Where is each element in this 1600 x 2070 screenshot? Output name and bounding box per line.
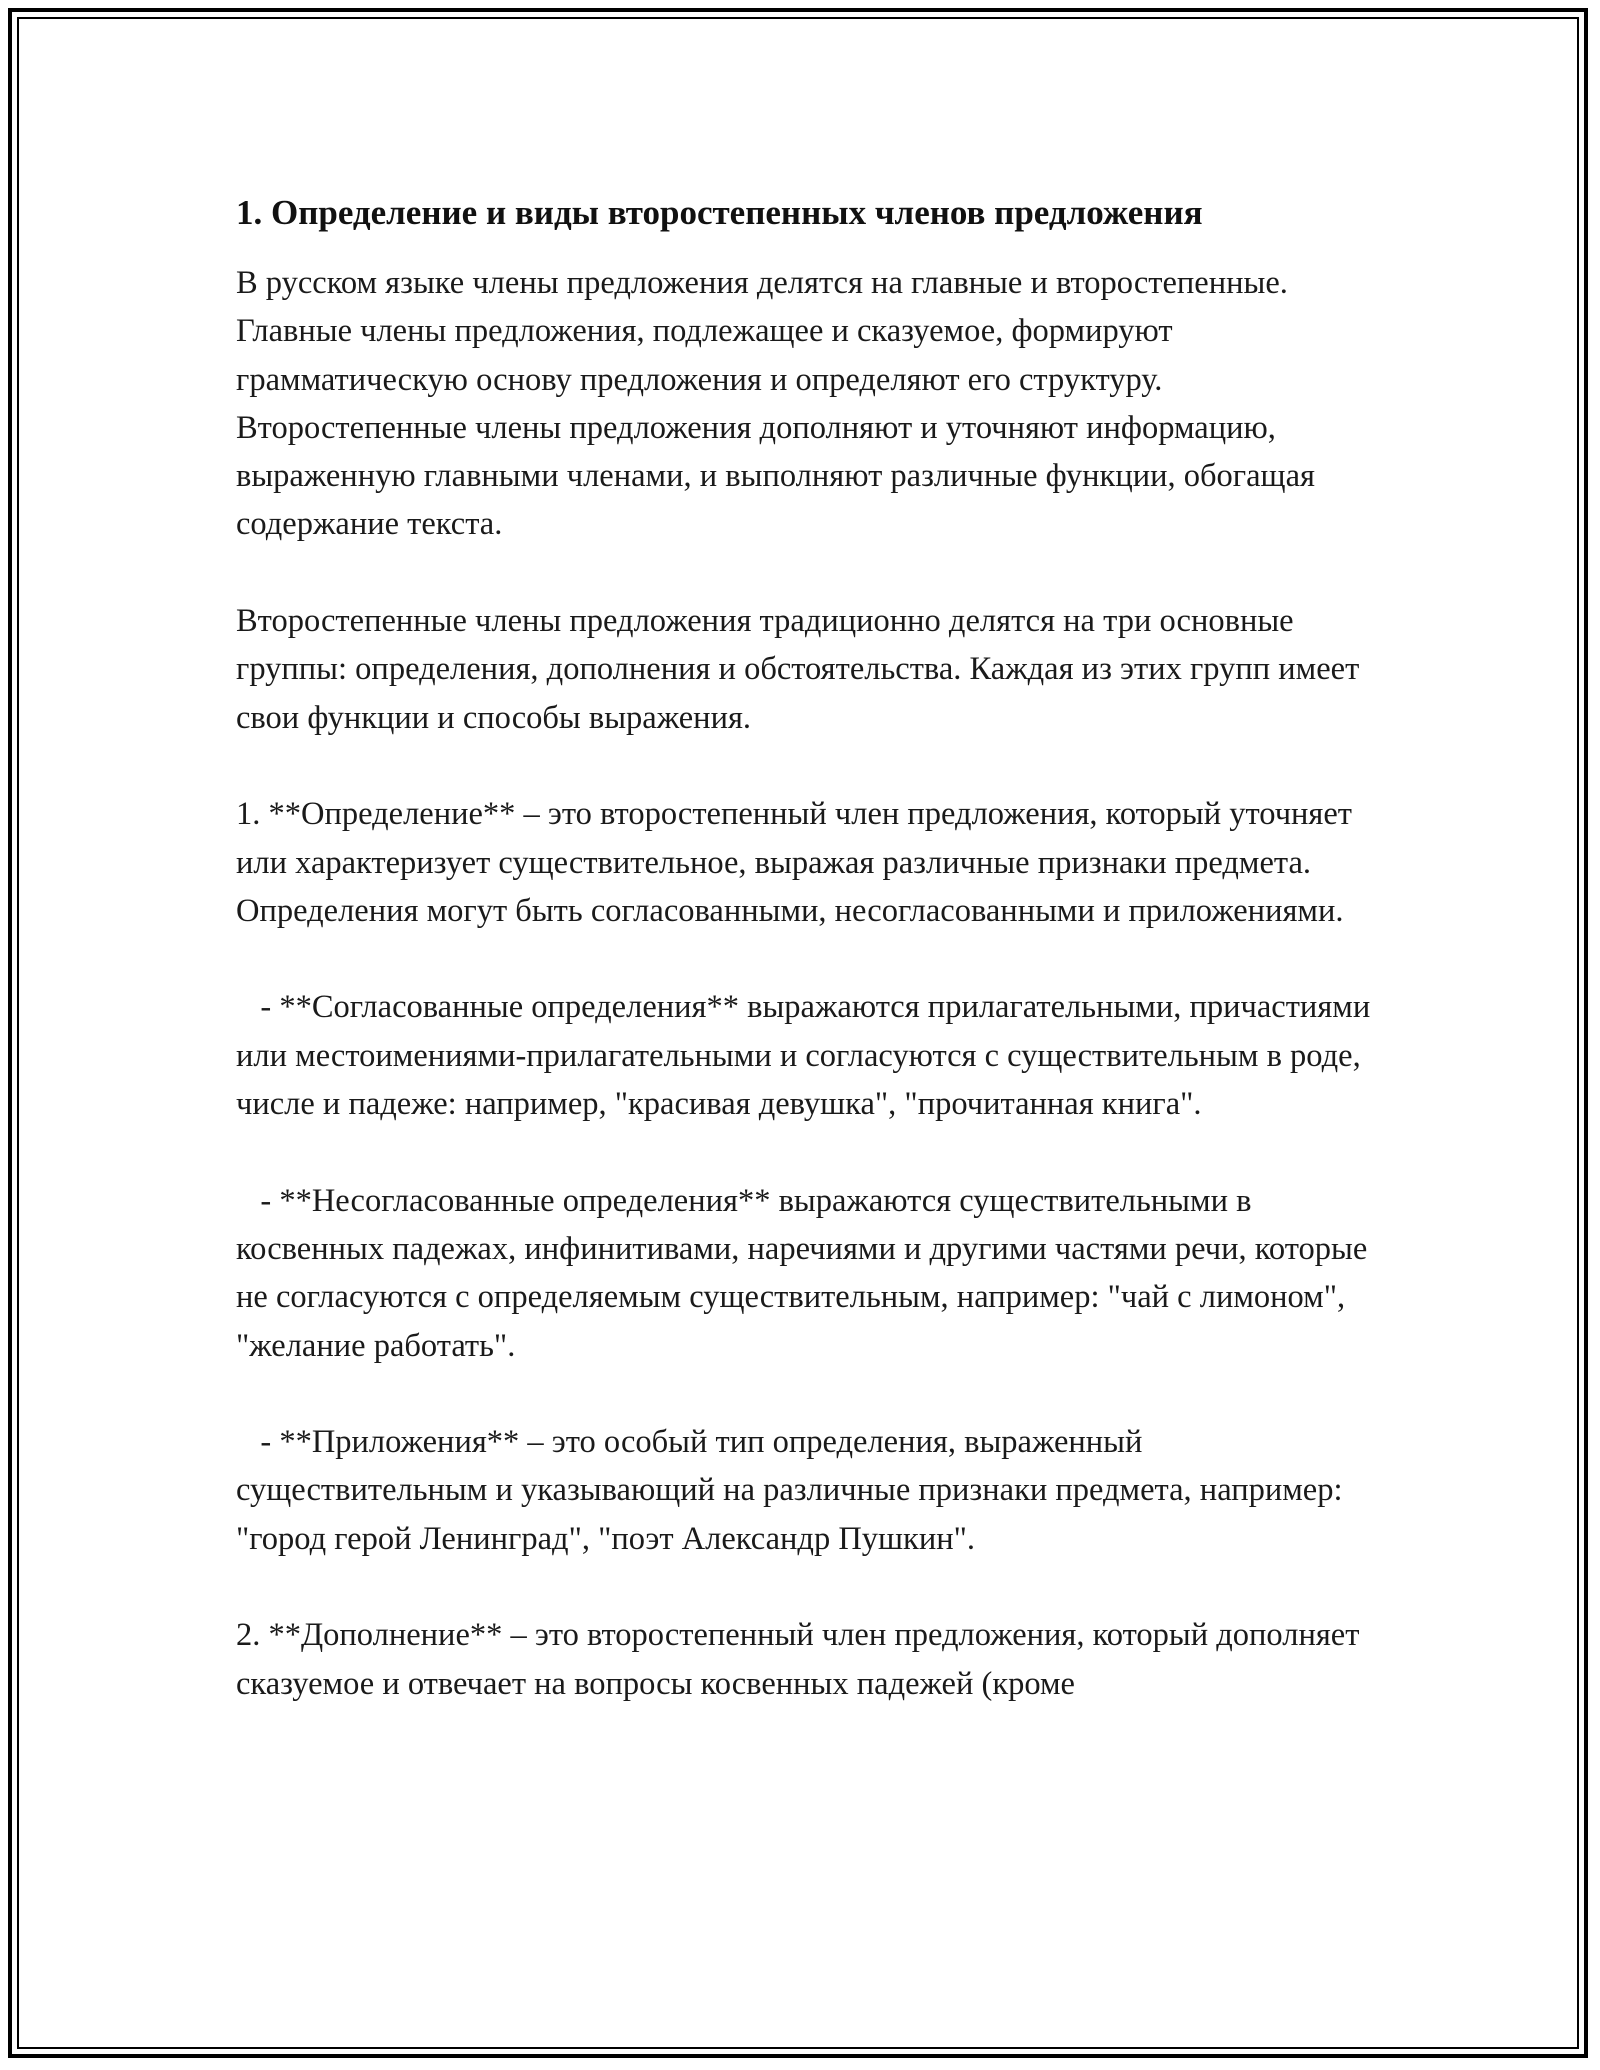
section-heading: 1. Определение и виды второстепенных членов предложения bbox=[236, 193, 1203, 232]
paragraph-agreed-definitions: - **Согласованные определения** выражаются прилагательными, причастиями или местоимениями-прилагательными и согласуются с существительным в роде, числе и падеже: например, "красивая девушка", "прочитанная книга". bbox=[236, 989, 1379, 1123]
document-body bbox=[236, 185, 1379, 1708]
paragraph-definition: 1. **Определение** – это второстепенный член предложения, который уточняет или характеризует существительное, выражая различные признаки предмета. Определения могут быть согласованными, несогласованными и приложениями. bbox=[236, 796, 1361, 929]
paragraph-unagreed-definitions: - **Несогласованные определения** выражаются существительными в косвенных падежах, инфинитивами, наречиями и другими частями речи, которые не согласуются с определяемым существительным, например: "чай с лимоном", "желание работать". bbox=[236, 1182, 1376, 1364]
paragraph-object: 2. **Дополнение** – это второстепенный член предложения, который дополняет сказуемое и отвечает на вопросы косвенных падежей (кроме bbox=[236, 1617, 1368, 1702]
paragraph-appositions: - **Приложения** – это особый тип определения, выраженный существительным и указывающий на различные признаки предмета, например: "город герой Ленинград", "поэт Александр Пушкин". bbox=[236, 1424, 1351, 1557]
paragraph-groups: Второстепенные члены предложения традиционно делятся на три основные группы: определения, дополнения и обстоятельства. Каждая из этих групп имеет свои функции и способы выражения. bbox=[236, 603, 1368, 736]
paragraph-intro: В русском языке члены предложения делятся на главные и второстепенные. Главные члены предложения, подлежащее и сказуемое, формируют грамматическую основу предложения и определяют его структуру. Второстепенные члены предложения дополняют и уточняют информацию, выраженную главными членами, и выполняют различные функции, обогащая содержание текста. bbox=[236, 265, 1324, 543]
